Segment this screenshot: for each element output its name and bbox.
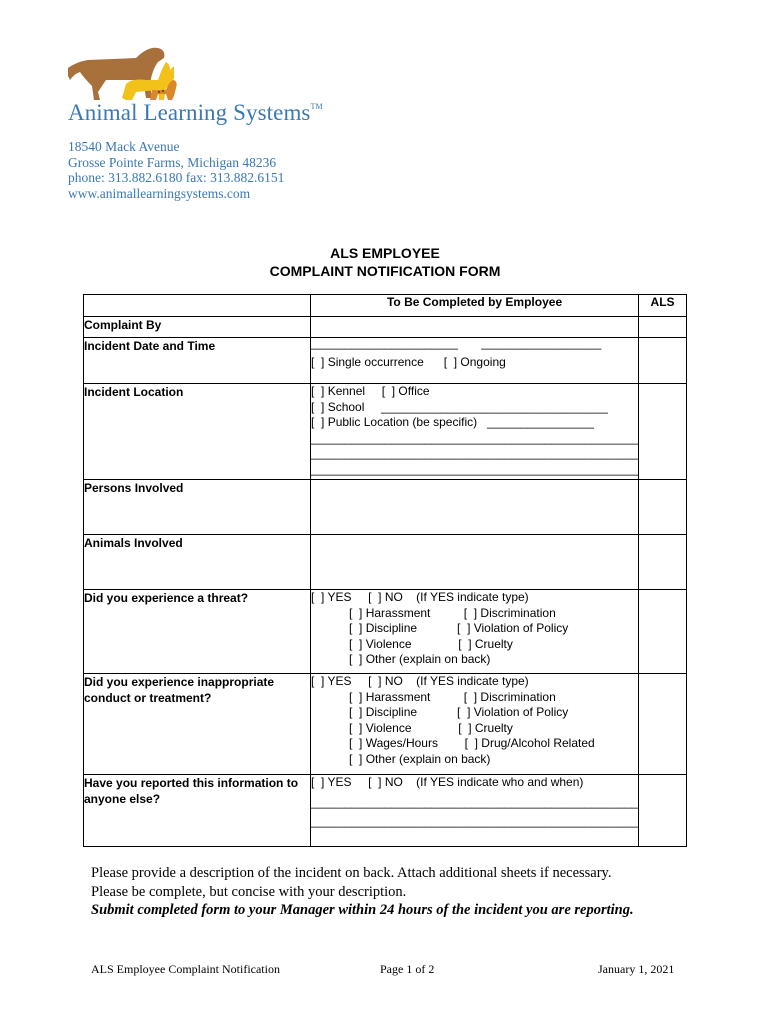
form-title: ALS EMPLOYEE COMPLAINT NOTIFICATION FORM [269, 245, 501, 279]
header-blank-cell [84, 295, 311, 317]
brown-dog-shape [68, 48, 164, 100]
instruction-submit: Submit completed form to your Manager within 24 hours of the incident you are reporting. [91, 902, 634, 918]
incident-location-als[interactable] [639, 384, 687, 480]
complaint-by-label: Complaint By [84, 317, 311, 338]
instruction-line-2: Please be complete, but concise with your description. [91, 883, 407, 900]
incident-date-field[interactable] [311, 338, 639, 384]
incident-date-label: Incident Date and Time [84, 338, 311, 384]
address-website[interactable]: www.animallearningsystems.com [68, 185, 251, 201]
threat-answers[interactable]: [ ] YES [ ] NO (If YES indicate type) [ ] Harassment [ ] Discrimination [ ] Discipline [ ] Violation of Policy [ ] Violence [ ] Cruelty [ ] Other (explain on back) [311, 590, 639, 674]
animals-involved-field[interactable] [311, 535, 639, 590]
company-address [68, 139, 284, 201]
complaint-by-field[interactable] [311, 317, 639, 338]
incident-location-label: Incident Location [84, 384, 311, 480]
persons-involved-als[interactable] [639, 480, 687, 535]
address-phone-fax: phone: 313.882.6180 fax: 313.882.6151 [68, 170, 285, 185]
animals-involved-label: Animals Involved [84, 535, 311, 590]
reported-question: Have you reported this information to anyone else? [84, 775, 311, 847]
footer-page-number: Page 1 of 2 [380, 962, 435, 976]
address-street: 18540 Mack Avenue [68, 139, 180, 154]
column-header-employee: To Be Completed by Employee [311, 295, 639, 317]
company-name: Animal Learning Systems™ [68, 100, 323, 125]
incident-location-field[interactable]: [ ] Kennel [ ] Office [ ] School __________________________________ [ ] Public Location (be specific) ________________ _________________________________________________ _________________________________________________ _________________________________________________ [311, 384, 639, 480]
complaint-by-als[interactable] [639, 317, 687, 338]
conduct-als[interactable] [639, 674, 687, 775]
reported-answers[interactable]: [ ] YES [ ] NO (If YES indicate who and when) _________________________________________________ _________________________________________________ [311, 775, 639, 847]
instructions [91, 864, 634, 920]
footer-left: ALS Employee Complaint Notification [91, 962, 280, 976]
date-time-blanks: ______________________ __________________ [311, 336, 602, 350]
reported-als[interactable] [639, 775, 687, 847]
address-city: Grosse Pointe Farms, Michigan 48236 [68, 154, 277, 170]
persons-involved-label: Persons Involved [84, 480, 311, 535]
persons-involved-field[interactable] [311, 480, 639, 535]
threat-question: Did you experience a threat? [84, 590, 311, 674]
occurrence-checkboxes: [ ] Single occurrence [ ] Ongoing [311, 354, 506, 369]
animals-involved-als[interactable] [639, 535, 687, 590]
incident-date-als[interactable] [639, 338, 687, 384]
threat-als[interactable] [639, 590, 687, 674]
footer-date: January 1, 2021 [598, 962, 675, 976]
complaint-form-table [83, 294, 687, 847]
instruction-line-1: Please provide a description of the incident on back. Attach additional sheets if necessary. [91, 865, 612, 881]
column-header-als: ALS [639, 295, 687, 317]
conduct-answers[interactable]: [ ] YES [ ] NO (If YES indicate type) [ ] Harassment [ ] Discrimination [ ] Discipline [ ] Violation of Policy [ ] Violence [ ] Cruelty [ ] Wages/Hours [ ] Drug/Alcohol Related [ ] Other (explain on back) [311, 674, 639, 775]
conduct-question: Did you experience inappropriate conduct or treatment? [84, 674, 311, 775]
